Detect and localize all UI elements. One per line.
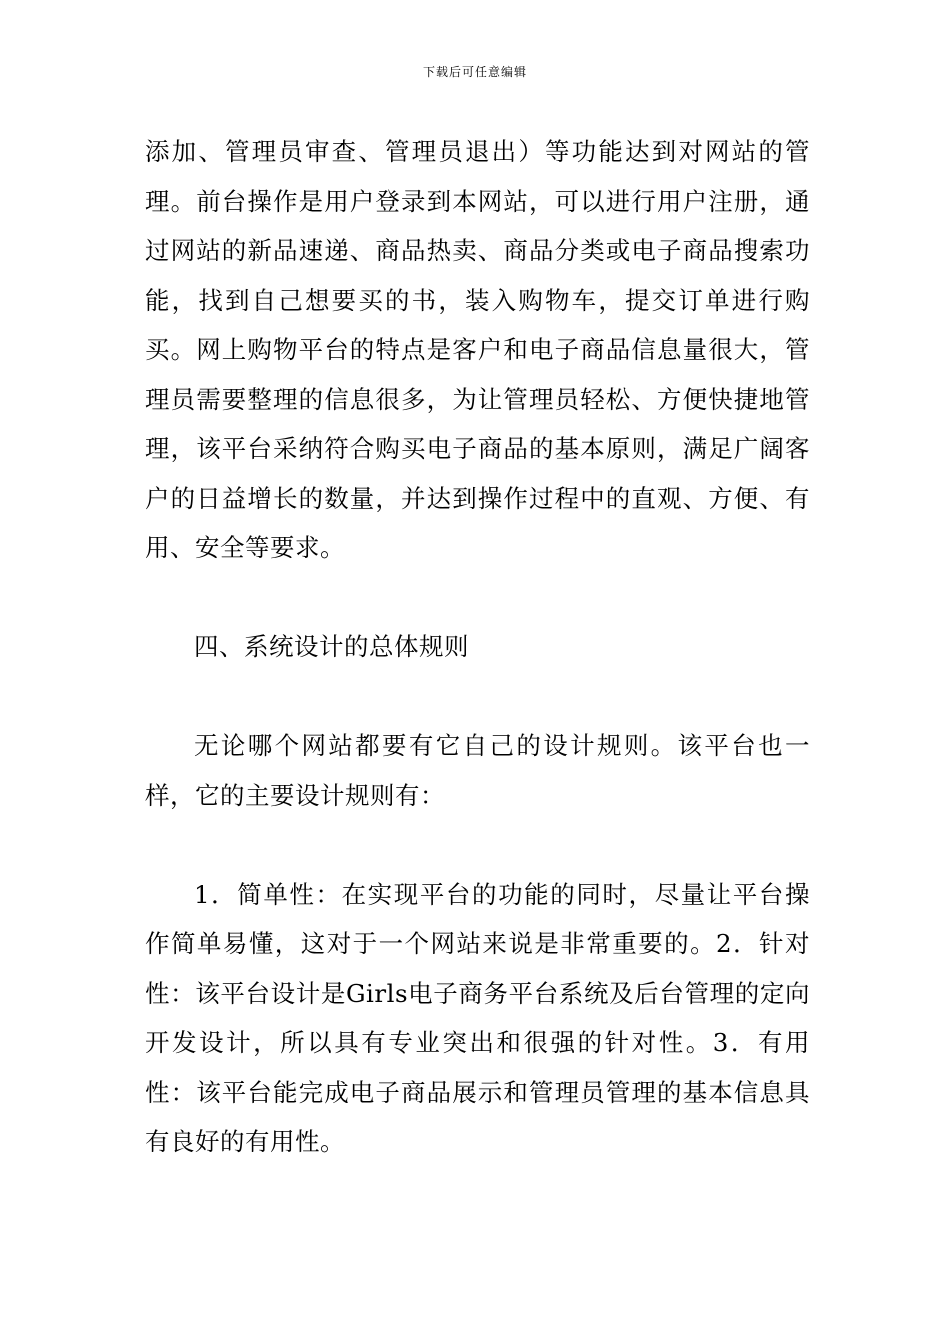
document-body (145, 127, 810, 1167)
body-paragraph-intro: 无论哪个网站都要有它自己的设计规则。该平台也一样，它的主要设计规则有： (145, 731, 810, 810)
body-paragraph-continuation: 添加、管理员审查、管理员退出）等功能达到对网站的管理。前台操作是用户登录到本网站，可以进行用户注册，通过网站的新品速递、商品热卖、商品分类或电子商品搜索功能，找到自己想要买的书，装入购物车，提交订单进行购买。网上购物平台的特点是客户和电子商品信息量很大，管理员需要整理的信息很多，为让管理员轻松、方便快捷地管理，该平台采纳符合购买电子商品的基本原则，满足广阔客户的日益增长的数量，并达到操作过程中的直观、方便、有用、安全等要求。 (145, 137, 810, 562)
page-header-note: 下载后可任意编辑 (422, 65, 527, 79)
body-paragraph-rules: 1．简单性：在实现平台的功能的同时，尽量让平台操作简单易懂，这对于一个网站来说是非常重要的。2．针对性：该平台设计是Girls电子商务平台系统及后台管理的定向开发设计，所以具有专业突出和很强的针对性。3．有用性：该平台能完成电子商品展示和管理员管理的基本信息具有良好的有用性。 (145, 879, 810, 1156)
section-heading: 四、系统设计的总体规则 (194, 632, 469, 661)
